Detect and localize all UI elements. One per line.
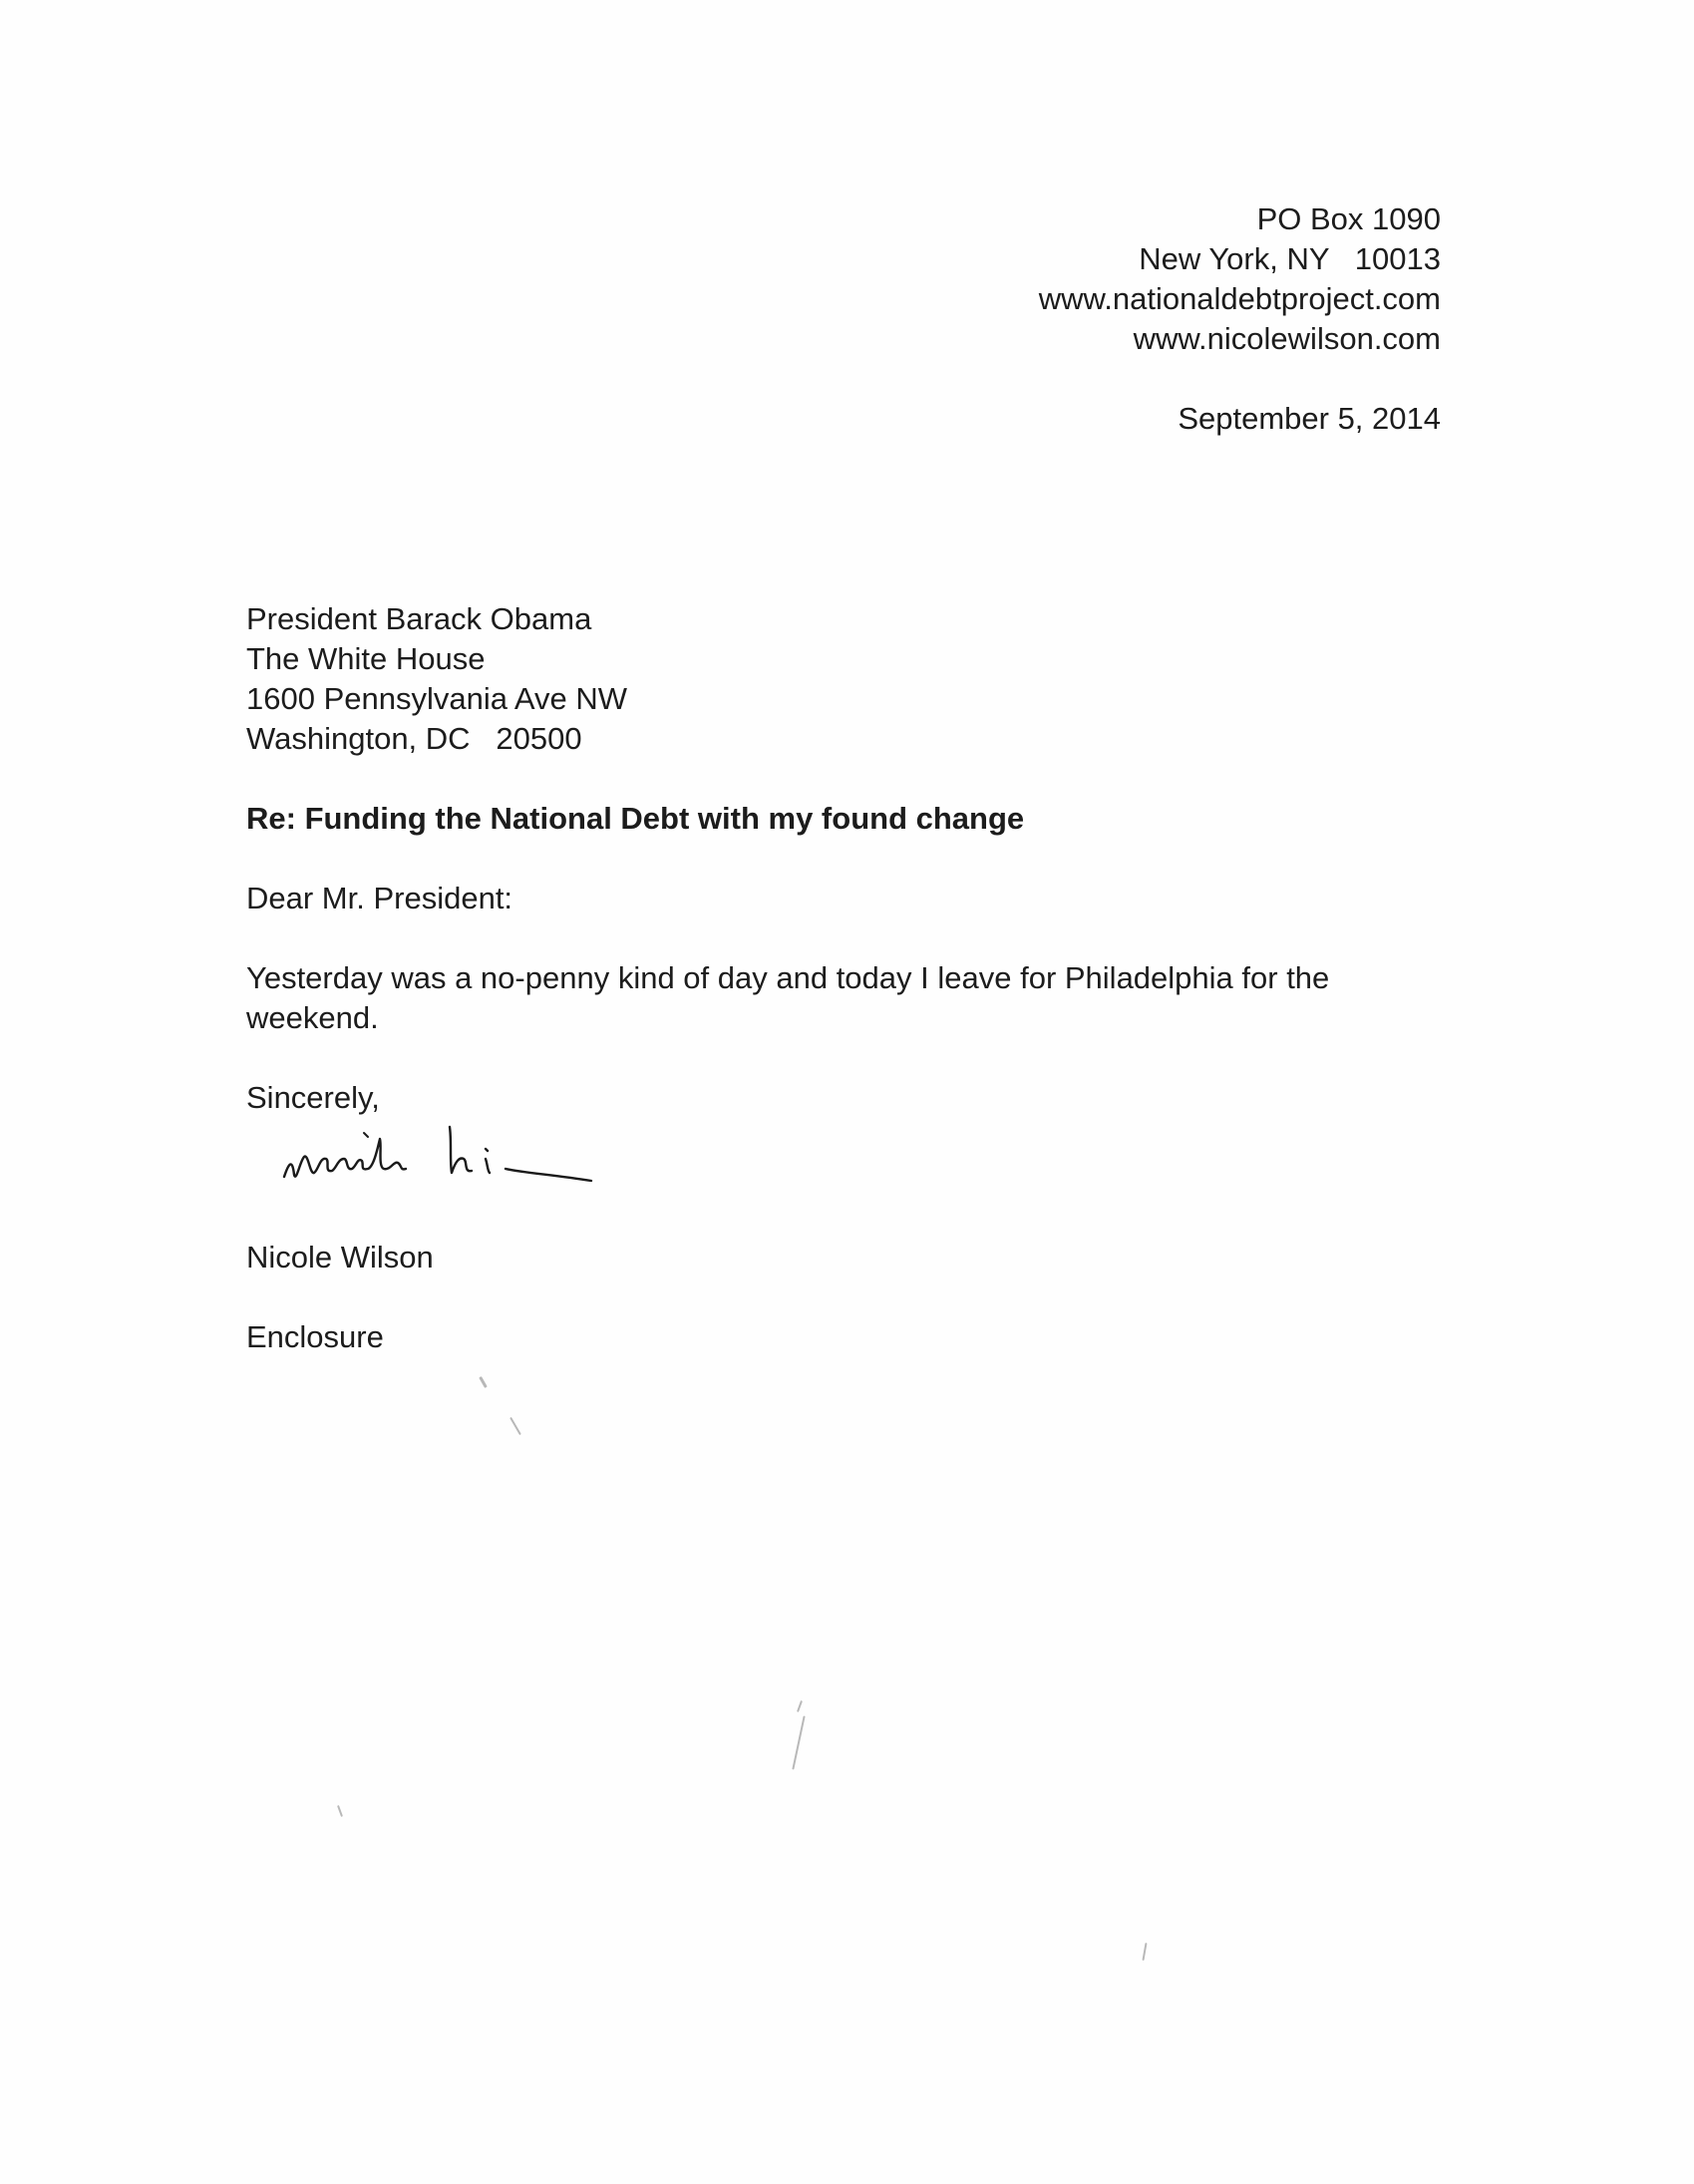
paper-speck: [509, 1417, 521, 1435]
letter-date: September 5, 2014: [1178, 401, 1441, 436]
closing: Sincerely,: [246, 1080, 380, 1115]
recipient-city: Washington, DC 20500: [246, 721, 582, 756]
handwritten-signature: [274, 1117, 623, 1207]
return-address-line: New York, NY 10013: [1139, 241, 1441, 276]
signer-name: Nicole Wilson: [246, 1240, 434, 1274]
paper-speck: [1142, 1943, 1147, 1961]
paper-speck: [337, 1805, 343, 1817]
enclosure-note: Enclosure: [246, 1319, 384, 1354]
recipient-name: President Barack Obama: [246, 601, 592, 636]
recipient-street: 1600 Pennsylvania Ave NW: [246, 681, 627, 716]
return-address: [1039, 199, 1441, 359]
salutation: Dear Mr. President:: [246, 881, 513, 915]
subject-line: Re: Funding the National Debt with my found change: [246, 801, 1025, 836]
return-address-line: PO Box 1090: [1256, 201, 1441, 236]
recipient-address: [246, 599, 627, 759]
return-address-line: www.nationaldebtproject.com: [1038, 281, 1441, 316]
body-paragraph: Yesterday was a no-penny kind of day and today I leave for Philadelphia for the weekend.: [246, 960, 1330, 1035]
paper-speck: [792, 1715, 805, 1769]
paper-speck: [479, 1376, 488, 1388]
paper-speck: [797, 1700, 803, 1712]
recipient-org: The White House: [246, 641, 486, 676]
return-address-line: www.nicolewilson.com: [1133, 321, 1441, 356]
